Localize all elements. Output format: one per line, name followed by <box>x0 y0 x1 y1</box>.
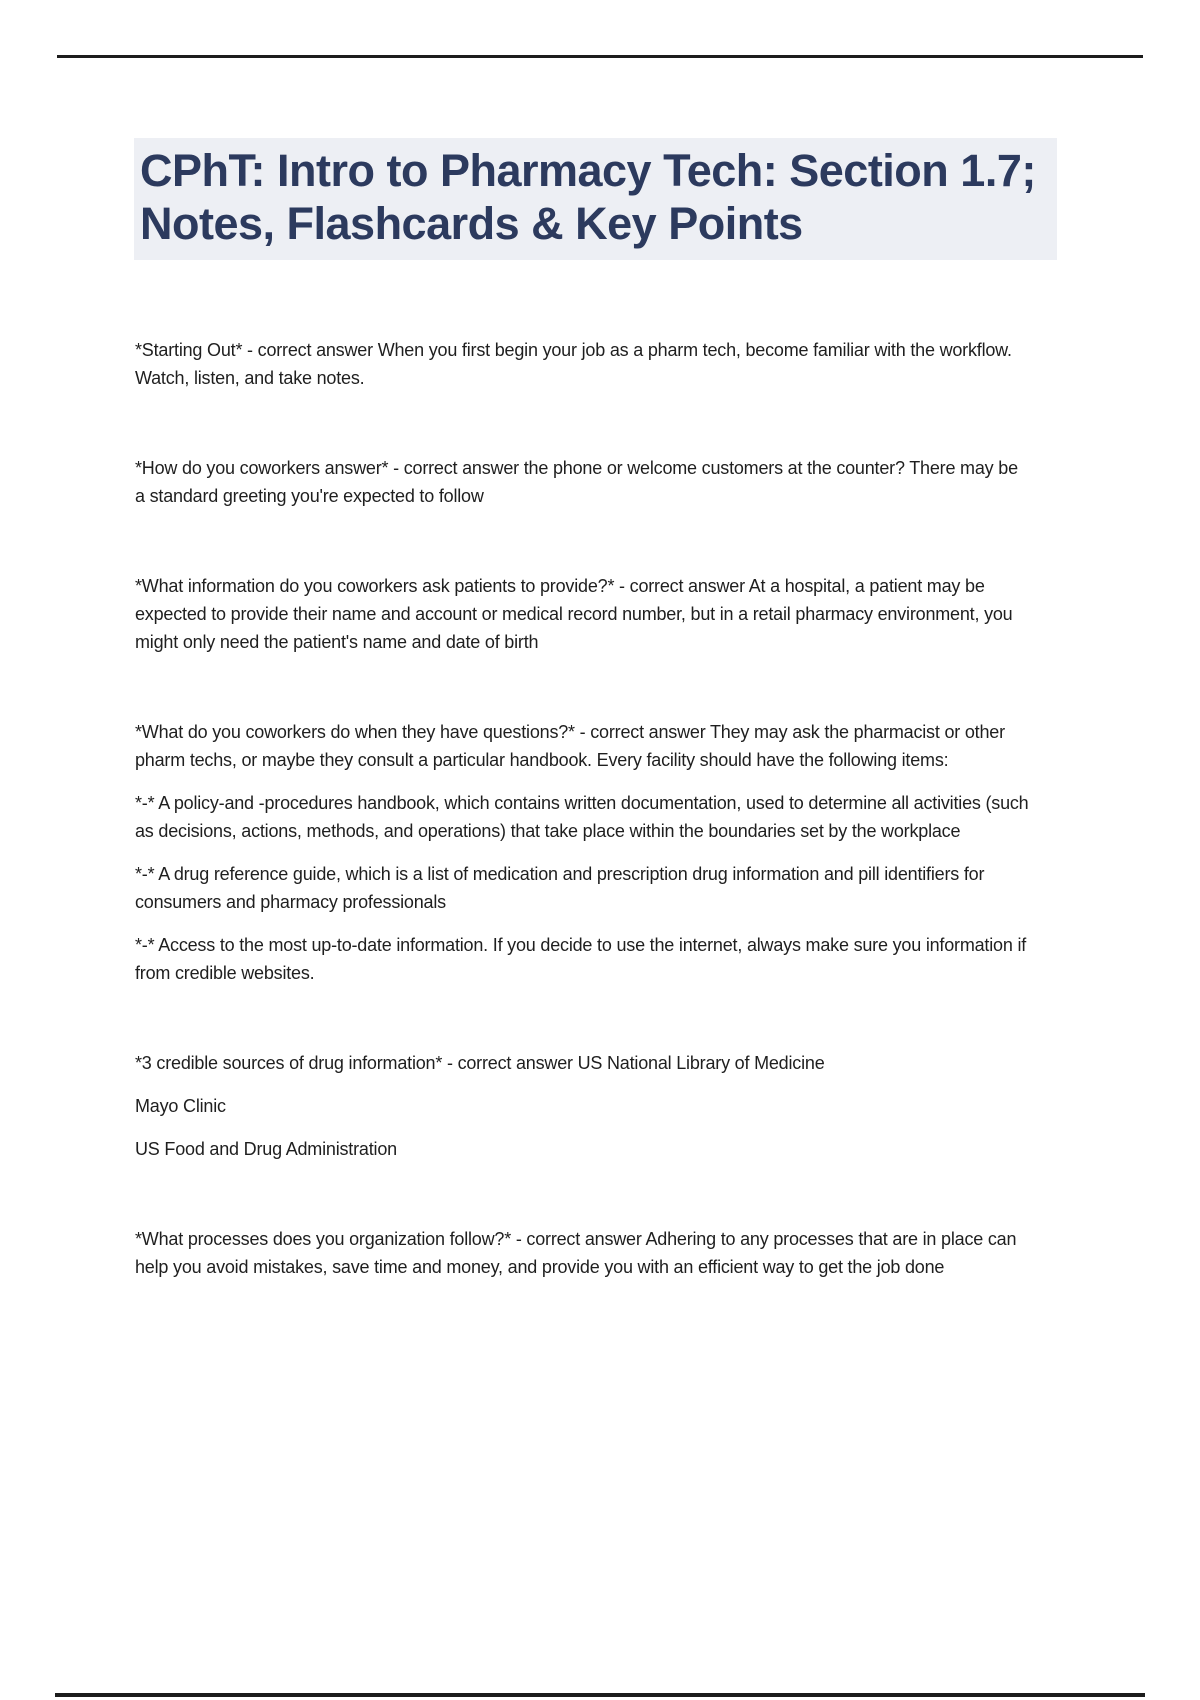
notes-content <box>135 336 1030 1281</box>
page-title: CPhT: Intro to Pharmacy Tech: Section 1.7; Notes, Flashcards & Key Points <box>134 138 1057 260</box>
credible-source-mayo-clinic: Mayo Clinic <box>135 1096 226 1116</box>
bottom-divider <box>55 1693 1145 1697</box>
flashcard-group-credible-sources <box>135 1049 1030 1163</box>
flashcard-bullet-policy-handbook: *-* A policy-and -procedures handbook, which contains written documentation, used to determine all activities (such as decisions, actions, methods, and operations) that take place within the boundaries set by the workplace <box>135 793 1029 841</box>
flashcard-group-coworker-questions <box>135 718 1030 987</box>
credible-source-fda: US Food and Drug Administration <box>135 1139 397 1159</box>
flashcard-group-starting-out <box>135 336 1030 392</box>
flashcard-paragraph: *3 credible sources of drug information* - correct answer US National Library of Medicine <box>135 1053 825 1073</box>
flashcard-paragraph: *What information do you coworkers ask patients to provide?* - correct answer At a hospital, a patient may be expected to provide their name and account or medical record number, but in a retail pharmacy environment, you might only need the patient's name and date of birth <box>135 576 1013 652</box>
flashcard-group-patient-information <box>135 572 1030 656</box>
flashcard-bullet-drug-reference: *-* A drug reference guide, which is a list of medication and prescription drug information and pill identifiers for consumers and pharmacy professionals <box>135 864 985 912</box>
top-divider <box>57 55 1143 58</box>
flashcard-paragraph: *How do you coworkers answer* - correct answer the phone or welcome customers at the counter? There may be a standard greeting you're expected to follow <box>135 458 1018 506</box>
flashcard-paragraph: *Starting Out* - correct answer When you first begin your job as a pharm tech, become familiar with the workflow. Watch, listen, and take notes. <box>135 340 1012 388</box>
flashcard-group-coworkers-answer <box>135 454 1030 510</box>
flashcard-paragraph: *What do you coworkers do when they have questions?* - correct answer They may ask the pharmacist or other pharm techs, or maybe they consult a particular handbook. Every facility should have the following items: <box>135 722 1005 770</box>
flashcard-paragraph: *What processes does you organization follow?* - correct answer Adhering to any processes that are in place can help you avoid mistakes, save time and money, and provide you with an efficient way to get the job done <box>135 1229 1017 1277</box>
flashcard-bullet-up-to-date-info: *-* Access to the most up-to-date information. If you decide to use the internet, always make sure you information if from credible websites. <box>135 935 1027 983</box>
flashcard-group-organization-processes <box>135 1225 1030 1281</box>
